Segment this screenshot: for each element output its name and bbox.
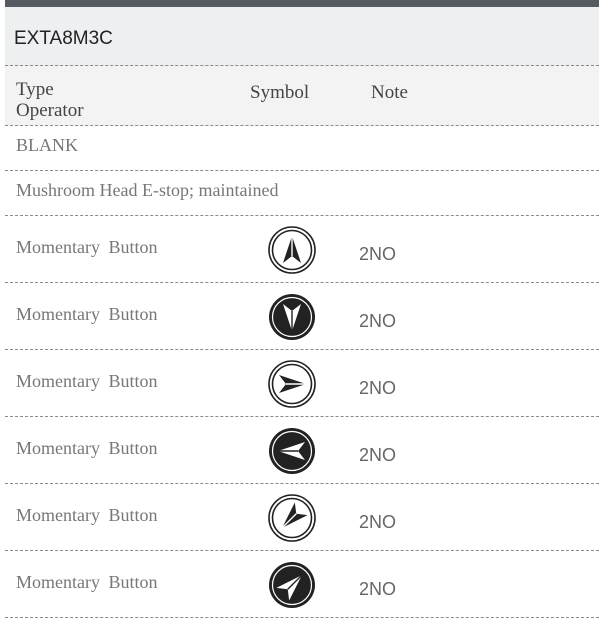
table-row — [5, 171, 599, 216]
column-symbol-label: Symbol — [250, 82, 310, 103]
table-row — [5, 216, 599, 283]
table-header — [5, 7, 599, 66]
table-row — [5, 350, 599, 417]
arrow-down-icon — [267, 292, 317, 342]
arrow-left-icon — [267, 426, 317, 476]
table-row — [5, 417, 599, 484]
part-number-title: EXTA8M3C — [14, 28, 113, 49]
column-note-label: Note — [371, 82, 408, 103]
row-type: Momentary Button — [16, 371, 158, 391]
row-note: 2NO — [359, 445, 397, 465]
table-row — [5, 283, 599, 350]
row-type: Mushroom Head E-stop; maintained — [16, 180, 279, 200]
column-headers — [5, 66, 599, 126]
table-row — [5, 551, 599, 618]
row-note: 2NO — [359, 378, 397, 398]
row-note: 2NO — [359, 512, 397, 532]
arrow-up-icon — [267, 225, 317, 275]
row-type: Momentary Button — [16, 572, 158, 592]
row-note: 2NO — [359, 579, 397, 599]
row-type: Momentary Button — [16, 304, 158, 324]
table-row — [5, 126, 599, 171]
row-note: 2NO — [359, 311, 397, 331]
row-type: Momentary Button — [16, 505, 158, 525]
row-type: Momentary Button — [16, 237, 158, 257]
table-top-bar — [5, 0, 599, 7]
column-operator-label: Operator — [16, 100, 84, 121]
arrow-down-left-icon — [267, 493, 317, 543]
row-type: BLANK — [16, 135, 78, 155]
column-type-label: Type — [16, 79, 54, 100]
arrow-up-right-icon — [267, 560, 317, 610]
operator-table — [5, 0, 599, 619]
row-type: Momentary Button — [16, 438, 158, 458]
table-row — [5, 484, 599, 551]
row-note: 2NO — [359, 244, 397, 264]
arrow-right-icon — [267, 359, 317, 409]
